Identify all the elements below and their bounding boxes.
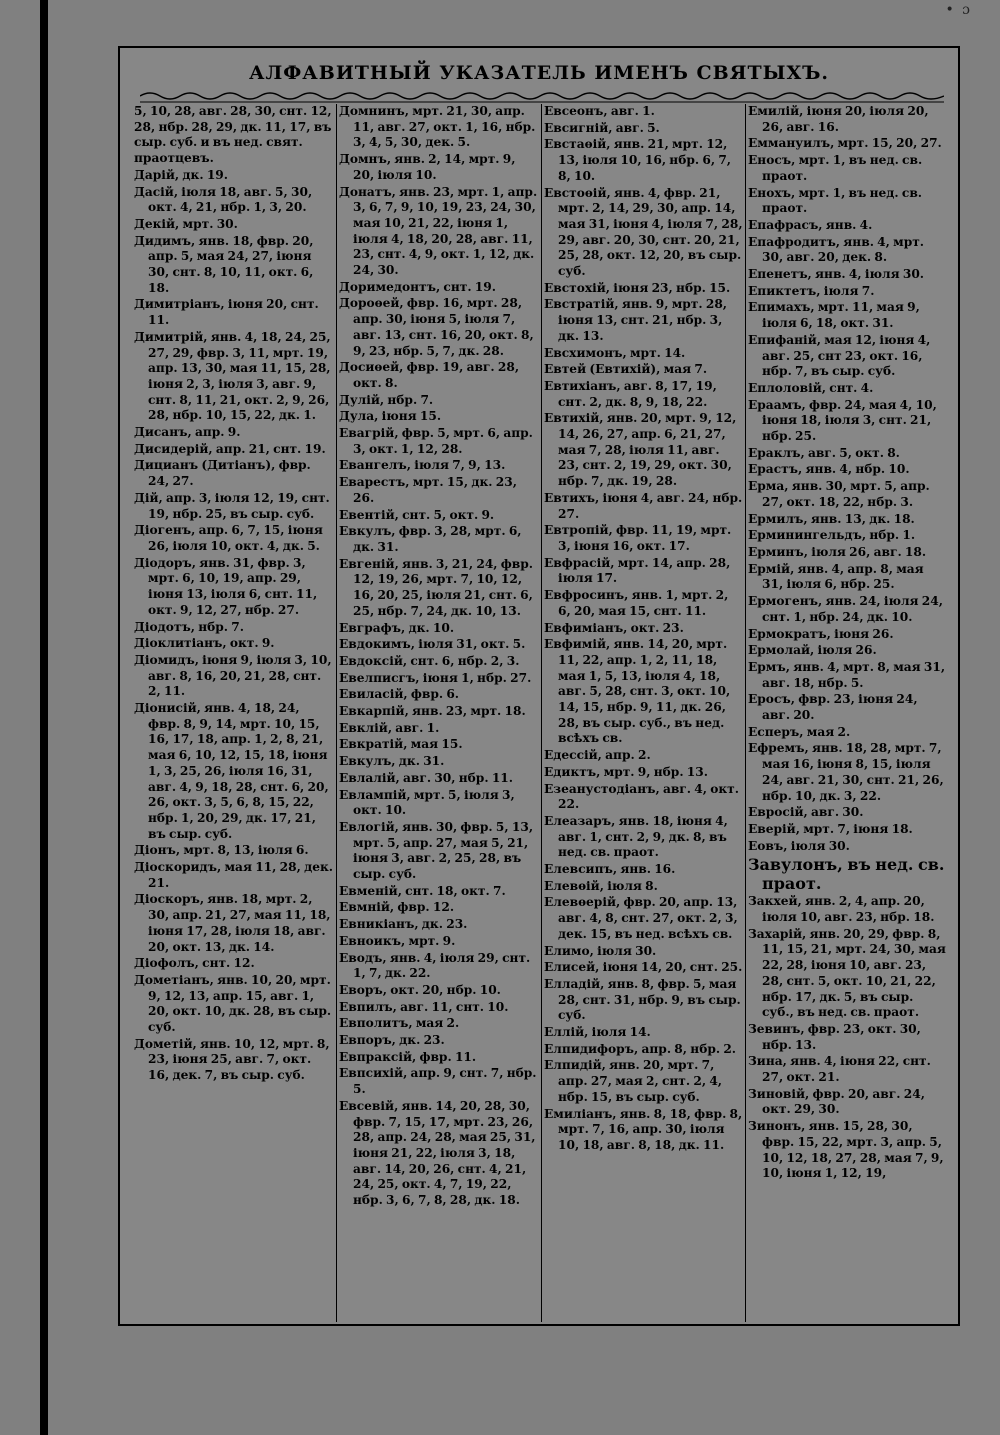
index-entry: Зинонъ, янв. 15, 28, 30, фвр. 15, 22, мрт. 3, апр. 5, 10, 12, 18, 27, 28, мая 7, 9, 10, іюня 1, 12, 19, xyxy=(748,1119,944,1181)
index-entry: Епифаній, мая 12, іюня 4, авг. 25, снт 23, окт. 16, нбр. 7, въ сыр. суб. xyxy=(748,332,931,379)
index-entry: Домнъ, янв. 2, 14, мрт. 9, 20, іюля 10. xyxy=(339,152,516,182)
index-entry: Ерминингельдъ, нбр. 1. xyxy=(748,528,916,543)
index-entry: Зевинъ, фвр. 23, окт. 30, нбр. 13. xyxy=(748,1021,921,1052)
index-entry: Дицианъ (Дитіанъ), фвр. 24, 27. xyxy=(134,458,311,489)
index-entry: Евлампій, мрт. 5, іюля 3, окт. 10. xyxy=(339,787,515,818)
index-entry: Ераамъ, фвр. 24, мая 4, 10, іюня 18, іюля 3, снт. 21, нбр. 25. xyxy=(748,397,937,444)
index-entry: Езеанустодіанъ, авг. 4, окт. 22. xyxy=(544,781,739,812)
index-entry: Евменій, снт. 18, окт. 7. xyxy=(339,883,506,898)
index-entry: Ерма, янв. 30, мрт. 5, апр. 27, окт. 18, 22, нбр. 3. xyxy=(748,479,930,509)
index-entry: Дороѳей, фвр. 16, мрт. 28, апр. 30, іюня 5, іюля 7, авг. 13, снт. 16, 20, окт. 8, 9, 23, нбр. 5, 7, дк. 28. xyxy=(339,296,534,358)
index-entry: Евкулъ, дк. 31. xyxy=(339,754,445,769)
index-entry: Елеазаръ, янв. 18, іюня 4, авг. 1, снт. 2, 9, дк. 8, въ нед. св. праот. xyxy=(544,813,728,860)
index-entry: Елисей, іюня 14, 20, снт. 25. xyxy=(544,960,743,975)
index-entry: Евлогій, янв. 30, фвр. 5, 13, мрт. 5, апр. 27, мая 5, 21, іюня 3, авг. 2, 25, 28, въ сыр. суб. xyxy=(339,819,534,882)
index-entry: Евкарпій, янв. 23, мрт. 18. xyxy=(339,704,526,719)
index-entry: Елевѳій, іюля 8. xyxy=(544,878,658,893)
index-entry: Еворъ, окт. 20, нбр. 10. xyxy=(339,982,501,997)
index-entry: Еросъ, фвр. 23, іюня 24, авг. 20. xyxy=(748,692,918,723)
index-entry: Зина, янв. 4, іюня 22, снт. 27, окт. 21. xyxy=(748,1054,931,1085)
index-entry: Дій, апр. 3, іюля 12, 19, снт. 19, нбр. 25, въ сыр. суб. xyxy=(134,490,330,521)
index-entry: Еварестъ, мрт. 15, дк. 23, 26. xyxy=(339,475,517,505)
index-entry: Дула, іюня 15. xyxy=(339,409,442,424)
index-entry: Епафродитъ, янв. 4, мрт. 30, авг. 20, дек. 8. xyxy=(748,234,925,265)
index-entry: Епенетъ, янв. 4, іюля 30. xyxy=(748,267,925,282)
index-entry: Евстохій, іюня 23, нбр. 15. xyxy=(544,280,731,295)
index-entry: Евфимій, янв. 14, 20, мрт. 11, 22, апр. 1, 2, 11, 18, мая 1, 5, 13, іюля 4, 18, авг. 5, 28, снт. 3, окт. 10, 14, 15, нбр. 9, 11, дк. 26, 28, въ сыр. суб., въ нед. всѣхъ св. xyxy=(544,637,731,746)
index-entry: Евдокимъ, іюля 31, окт. 5. xyxy=(339,637,526,652)
index-entry: Діогенъ, апр. 6, 7, 15, іюня 26, іюля 10, окт. 4, дк. 5. xyxy=(134,523,323,553)
index-entry: Евсевій, янв. 14, 20, 28, 30, фвр. 7, 15, 17, мрт. 23, 26, 28, апр. 24, 28, мая 25, 31, іюня 21, 22, іюля 3, 18, авг. 14, 20, 26, снт. 4, 21, 24, 25, окт. 4, 7, 19, 22, нбр. 3, 6, 7, 8, 28, дк. 18. xyxy=(339,1098,536,1208)
index-entry: Евфрасій, мрт. 14, апр. 28, іюля 17. xyxy=(544,555,731,586)
index-entry: Евиласій, фвр. 6. xyxy=(339,687,460,702)
index-entry: Діонъ, мрт. 8, 13, іюля 6. xyxy=(134,843,309,858)
index-entry: Евпраксій, фвр. 11. xyxy=(339,1049,477,1064)
decorative-wave-rule xyxy=(140,88,944,104)
index-entry: Евангелъ, іюля 7, 9, 13. xyxy=(339,458,506,473)
index-entry: Едессій, апр. 2. xyxy=(544,748,651,763)
index-entry: Доримедонтъ, снт. 19. xyxy=(339,279,497,294)
index-entry: Евгеній, янв. 3, 21, 24, фвр. 12, 19, 26, мрт. 7, 10, 12, 16, 20, 25, іюля 21, снт. 6, 25, нбр. 7, 24, дк. 10, 13. xyxy=(339,556,534,618)
index-entry: Захарій, янв. 20, 29, фвр. 8, 11, 15, 21, мрт. 24, 30, мая 22, 28, іюня 10, авг. 23, 28, снт. 5, окт. 10, 21, 22, нбр. 17, дк. 5, въ сыр. суб., въ нед. св. праот. xyxy=(748,926,946,1020)
index-entry: Донатъ, янв. 23, мрт. 1, апр. 3, 6, 7, 9, 10, 19, 23, 24, 30, мая 10, 21, 22, іюня 1, іюля 4, 18, 20, 28, авг. 11, 23, снт. 4, 9, окт. 1, 12, дк. 24, 30. xyxy=(339,184,538,278)
index-entry: Дисидерій, апр. 21, снт. 19. xyxy=(134,441,326,456)
index-entry: Евтихіанъ, авг. 8, 17, 19, снт. 2, дк. 8, 9, 18, 22. xyxy=(544,378,717,409)
index-column-3 xyxy=(544,104,743,1322)
index-entry: Дасій, іюля 18, авг. 5, 30, окт. 4, 21, нбр. 1, 3, 20. xyxy=(134,184,313,215)
index-entry: Елпидій, янв. 20, мрт. 7, апр. 27, мая 2, снт. 2, 4, нбр. 15, въ сыр. суб. xyxy=(544,1058,723,1104)
index-entry: Емиліанъ, янв. 8, 18, фвр. 8, мрт. 7, 16, апр. 30, іюля 10, 18, авг. 8, 18, дк. 11. xyxy=(544,1106,743,1152)
index-entry: Димитрій, янв. 4, 18, 24, 25, 27, 29, фвр. 3, 11, мрт. 19, апр. 13, 30, мая 11, 15, 28, іюня 2, 3, іюля 3, авг. 9, снт. 8, 11, 21, окт. 2, 9, 26, 28, нбр. 10, 15, 22, дк. 1. xyxy=(134,329,331,423)
index-entry: Ерастъ, янв. 4, нбр. 10. xyxy=(748,462,910,477)
index-entry: Евлалій, авг. 30, нбр. 11. xyxy=(339,770,514,785)
index-entry: Діомидъ, іюня 9, іюля 3, 10, авг. 8, 16, 20, 21, 28, снт. 2, 11. xyxy=(134,652,332,699)
index-entry: Еллій, іюля 14. xyxy=(544,1025,651,1040)
book-spine-shadow xyxy=(40,0,48,1435)
index-entry: Діодоръ, янв. 31, фвр. 3, мрт. 6, 10, 19, апр. 29, іюня 13, іюля 6, снт. 11, окт. 9, 12, 27, нбр. 27. xyxy=(134,555,318,617)
index-columns xyxy=(134,104,950,1322)
index-entry: Елимо, іюля 30. xyxy=(544,943,657,958)
index-entry: Евкратій, мая 15. xyxy=(339,737,463,752)
index-entry: Діофолъ, снт. 12. xyxy=(134,956,255,971)
column-rule xyxy=(336,104,337,1322)
corner-mark: • ɔ xyxy=(945,2,972,18)
index-entry: Еовъ, іюля 30. xyxy=(748,838,850,853)
index-entry: Епиктетъ, іюля 7. xyxy=(748,283,875,298)
index-entry: Евсхимонъ, мрт. 14. xyxy=(544,345,686,360)
index-entry: Завулонъ, въ нед. св. праот. xyxy=(748,855,945,894)
index-entry: Евникіанъ, дк. 23. xyxy=(339,917,468,932)
index-entry: Евкулъ, фвр. 3, 28, мрт. 6, дк. 31. xyxy=(339,524,522,554)
index-entry: Ермолай, іюля 26. xyxy=(748,643,877,658)
index-entry: Діонисій, янв. 4, 18, 24, фвр. 8, 9, 14, мрт. 10, 15, 16, 17, 18, апр. 1, 2, 8, 21, мая 6, 10, 12, 15, 18, іюня 1, 3, 25, 26, іюля 16, 31, авг. 4, 9, 18, 28, снт. 6, 20, 26, окт. 3, 5, 6, 8, 15, 22, нбр. 1, 20, 29, дк. 17, 21, въ сыр. суб. xyxy=(134,701,329,841)
index-entry: Евросій, авг. 30. xyxy=(748,805,864,820)
index-entry: Діодотъ, нбр. 7. xyxy=(134,619,245,634)
index-entry: Евсеонъ, авг. 1. xyxy=(544,104,655,118)
index-entry: Ефремъ, янв. 18, 28, мрт. 7, мая 16, іюня 8, 15, іюля 24, авг. 21, 30, снт. 21, 26, нбр. 10, дк. 3, 22. xyxy=(748,741,944,803)
index-entry: Декій, мрт. 30. xyxy=(134,216,238,231)
index-entry: Есперъ, мая 2. xyxy=(748,724,851,739)
index-entry: Евстоѳій, янв. 4, фвр. 21, мрт. 2, 14, 29, 30, апр. 14, мая 31, іюня 4, іюля 7, 28, 29, авг. 20, 30, снт. 20, 21, 25, 28, окт. 12, 20, въ сыр. суб. xyxy=(544,185,743,279)
page-title: АЛФАВИТНЫЙ УКАЗАТЕЛЬ ИМЕНЪ СВЯТЫХЪ. xyxy=(249,62,829,84)
index-entry: Евфросинъ, янв. 1, мрт. 2, 6, 20, мая 15, снт. 11. xyxy=(544,588,729,618)
index-entry: Елладій, янв. 8, фвр. 5, мая 28, снт. 31, нбр. 9, въ сыр. суб. xyxy=(544,976,741,1023)
index-entry: Емилій, іюня 20, іюля 20, 26, авг. 16. xyxy=(748,104,929,134)
index-entry: Евноикъ, мрт. 9. xyxy=(339,933,456,948)
index-entry: Евентій, снт. 5, окт. 9. xyxy=(339,507,495,522)
index-entry: Дулій, нбр. 7. xyxy=(339,392,434,407)
index-entry: Еммануилъ, мрт. 15, 20, 27. xyxy=(748,136,942,151)
index-entry: Елевсипъ, янв. 16. xyxy=(544,862,676,877)
index-entry: Евпоръ, дк. 23. xyxy=(339,1033,445,1048)
index-entry: Едиктъ, мрт. 9, нбр. 13. xyxy=(544,764,709,779)
index-entry: Зиновій, фвр. 20, авг. 24, окт. 29, 30. xyxy=(748,1086,925,1117)
index-entry: Евтихъ, іюня 4, авг. 24, нбр. 27. xyxy=(544,490,743,521)
index-entry: Елевѳерій, фвр. 20, апр. 13, авг. 4, 8, снт. 27, окт. 2, 3, дек. 15, въ нед. всѣхъ св. xyxy=(544,895,738,941)
index-entry: Досиѳей, фвр. 19, авг. 28, окт. 8. xyxy=(339,360,520,390)
index-entry: Еверій, мрт. 7, іюня 18. xyxy=(748,821,913,836)
index-entry: Евполитъ, мая 2. xyxy=(339,1016,460,1031)
index-entry: Ераклъ, авг. 5, окт. 8. xyxy=(748,445,900,460)
column-rule xyxy=(745,104,746,1322)
index-entry: Димитріанъ, іюня 20, снт. 11. xyxy=(134,297,319,328)
index-entry: Дидимъ, янв. 18, фвр. 20, апр. 5, мая 24, 27, іюня 30, снт. 8, 10, 11, окт. 6, 18. xyxy=(134,233,314,295)
index-entry: Елпидифоръ, апр. 8, нбр. 2. xyxy=(544,1041,737,1056)
index-entry: Евстратій, янв. 9, мрт. 28, іюня 13, снт. 21, нбр. 3, дк. 13. xyxy=(544,297,728,343)
index-entry: Евагрій, фвр. 5, мрт. 6, апр. 3, окт. 1, 12, 28. xyxy=(339,426,533,456)
index-entry: Еплоловій, снт. 4. xyxy=(748,380,874,395)
index-entry: Дарій, дк. 19. xyxy=(134,167,229,182)
index-entry: Еводъ, янв. 4, іюля 29, снт. 1, 7, дк. 22. xyxy=(339,950,531,981)
index-entry: Евтропій, фвр. 11, 19, мрт. 3, іюня 16, окт. 17. xyxy=(544,523,732,553)
index-entry: Дометій, янв. 10, 12, мрт. 8, 23, іюня 25, авг. 7, окт. 16, дек. 7, въ сыр. суб. xyxy=(134,1036,330,1083)
index-entry: Ермократъ, іюня 26. xyxy=(748,626,894,641)
index-entry: Евпсихій, апр. 9, снт. 7, нбр. 5. xyxy=(339,1066,537,1097)
index-entry: Закхей, янв. 2, 4, апр. 20, іюля 10, авг. 23, нбр. 18. xyxy=(748,894,935,925)
index-entry: Домнинъ, мрт. 21, 30, апр. 11, авг. 27, окт. 1, 16, нбр. 3, 4, 5, 30, дек. 5. xyxy=(339,104,536,150)
index-entry: Евсигній, авг. 5. xyxy=(544,120,660,135)
index-entry: Евфиміанъ, окт. 23. xyxy=(544,620,684,635)
index-column-4 xyxy=(748,104,947,1322)
index-entry: Ермъ, янв. 4, мрт. 8, мая 31, авг. 18, нбр. 5. xyxy=(748,659,946,690)
index-column-2 xyxy=(339,104,538,1322)
index-column-1 xyxy=(134,104,333,1322)
index-entry: Евтей (Евтихій), мая 7. xyxy=(544,362,708,377)
index-entry: Діоскоръ, янв. 18, мрт. 2, 30, апр. 21, 27, мая 11, 18, іюня 17, 28, іюля 18, авг. 20, окт. 13, дк. 14. xyxy=(134,892,331,954)
index-entry: Діоскоридъ, мая 11, 28, дек. 21. xyxy=(134,860,333,890)
index-entry: Енохъ, мрт. 1, въ нед. св. праот. xyxy=(748,185,923,216)
index-entry: Ермилъ, янв. 13, дк. 18. xyxy=(748,511,915,526)
index-entry: Евдоксій, снт. 6, нбр. 2, 3. xyxy=(339,653,520,668)
index-entry: Ермогенъ, янв. 24, іюля 24, снт. 1, нбр. 24, дк. 10. xyxy=(748,594,943,624)
index-entry: Евелписгъ, іюня 1, нбр. 27. xyxy=(339,670,532,685)
index-entry: Евтихій, янв. 20, мрт. 9, 12, 14, 26, 27, апр. 6, 21, 27, мая 7, 28, іюля 11, авг. 23, снт. 2, 19, 29, окт. 30, нбр. 7, дк. 19, 28. xyxy=(544,411,737,489)
index-entry: Дометіанъ, янв. 10, 20, мрт. 9, 12, 13, апр. 15, авг. 1, 20, окт. 10, дк. 28, въ сыр. суб. xyxy=(134,972,332,1035)
index-entry: Дисанъ, апр. 9. xyxy=(134,425,241,440)
index-entry: Евмній, фвр. 12. xyxy=(339,900,455,915)
index-entry: Ерминъ, іюля 26, авг. 18. xyxy=(748,544,927,559)
index-entry: Евпилъ, авг. 11, снт. 10. xyxy=(339,999,509,1014)
index-entry: Епимахъ, мрт. 11, мая 9, іюля 6, 18, окт. 31. xyxy=(748,300,920,331)
index-entry: 5, 10, 28, авг. 28, 30, снт. 12, 28, нбр. 28, 29, дк. 11, 17, въ сыр. суб. и въ нед. свят. праотцевъ. xyxy=(134,104,332,166)
column-rule xyxy=(541,104,542,1322)
index-entry: Еносъ, мрт. 1, въ нед. св. праот. xyxy=(748,153,923,183)
index-page xyxy=(118,46,960,1326)
index-entry: Діоклитіанъ, окт. 9. xyxy=(134,636,275,651)
index-entry: Евклій, авг. 1. xyxy=(339,720,440,735)
index-entry: Евстаѳій, янв. 21, мрт. 12, 13, іюля 10, 16, нбр. 6, 7, 8, 10. xyxy=(544,137,732,183)
index-entry: Ермій, янв. 4, апр. 8, мая 31, іюля 6, нбр. 25. xyxy=(748,561,924,592)
index-entry: Епафрасъ, янв. 4. xyxy=(748,217,873,232)
index-entry: Евграфъ, дк. 10. xyxy=(339,620,455,635)
